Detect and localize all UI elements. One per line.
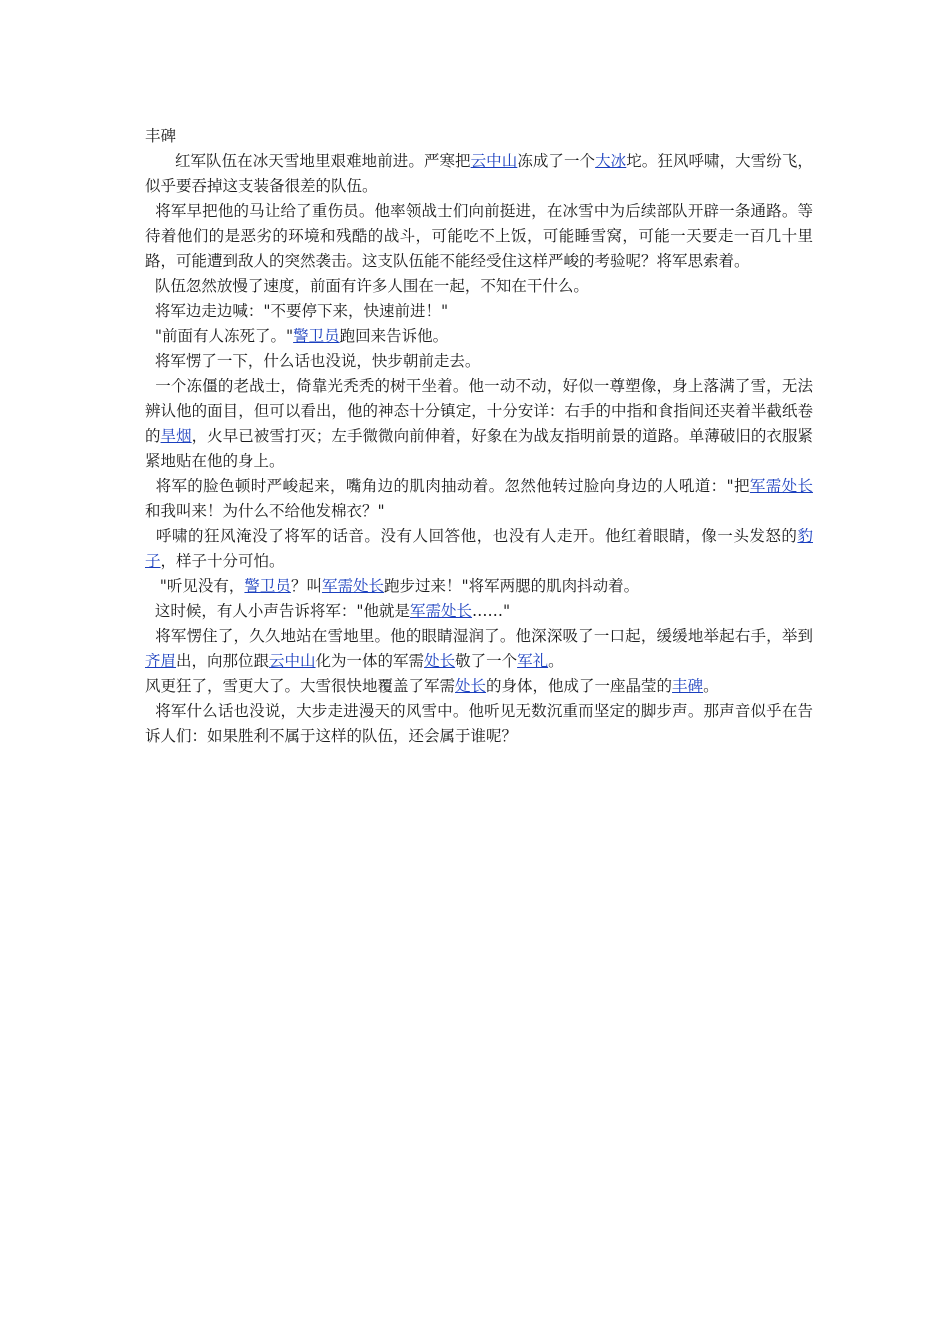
paragraph [145,299,813,324]
paragraph-text: 化为一体的军需 [315,652,425,670]
paragraph-text: 一个冻僵的老战士，倚靠光秃秃的树干坐着。他一动不动，好似一尊塑像，身上落满了雪，无法辨认他的面目，但可以看出，他的神态十分镇定，十分安详：右手的中指和食指间还夹着半截纸卷的 [145,377,813,445]
keyword-link[interactable]: 旱烟 [160,427,192,445]
keyword-link[interactable]: 军需处长 [749,477,813,495]
paragraph-text: 和我叫来！为什么不给他发棉衣？" [145,502,385,520]
paragraph-text: "前面有人冻死了。" [145,327,294,345]
keyword-link[interactable]: 军需处长 [410,602,473,620]
paragraph [145,674,813,699]
paragraph [145,524,813,574]
paragraph-text: ，火早已被雪打灭；左手微微向前伸着，好象在为战友指明前景的道路。单薄破旧的衣服紧紧地贴在他的身上。 [145,427,813,470]
keyword-link[interactable]: 处长 [424,652,456,670]
keyword-link[interactable]: 处长 [455,677,487,695]
paragraph [145,199,813,274]
paragraph-text: 坨。狂风呼啸，大雪纷飞，似乎要吞掉这支装备很差的队伍。 [145,152,813,195]
paragraph-text: 队伍忽然放慢了速度，前面有许多人围在一起，不知在干什么。 [145,277,589,295]
keyword-link[interactable]: 丰碑 [672,677,704,695]
paragraph [145,274,813,299]
paragraph-text: 将军愣了一下，什么话也没说，快步朝前走去。 [145,352,481,370]
keyword-link[interactable]: 云中山 [470,152,518,170]
paragraph-text: ？叫 [290,577,322,595]
paragraph-text: 敬了一个 [455,652,518,670]
keyword-link[interactable]: 警卫员 [244,577,291,595]
paragraph-text: 将军早把他的马让给了重伤员。他率领战士们向前挺进，在冰雪中为后续部队开辟一条通路。等待着他们的是恶劣的环境和残酷的战斗，可能吃不上饭，可能睡雪窝，可能一天要走一百几十里路，可能遭到敌人的突然袭击。这支队伍能不能经受住这样严峻的考验呢？将军思索着。 [145,202,813,270]
paragraph-text: 的身体，他成了一座晶莹的 [486,677,673,695]
paragraph [145,599,813,624]
keyword-link[interactable]: 警卫员 [293,327,340,345]
paragraph-text: 这时候，有人小声告诉将军："他就是 [145,602,410,620]
paragraph-text: 跑步过来！"将军两腮的肌肉抖动着。 [383,577,640,595]
document-body [145,124,813,749]
keyword-link[interactable]: 豹子 [145,527,813,570]
paragraph [145,474,813,524]
paragraph-text: 。 [548,652,564,670]
document-title: 丰碑 [145,127,177,145]
paragraph-text: ，样子十分可怕。 [160,552,285,570]
keyword-link[interactable]: 大冰 [595,152,627,170]
article-text [145,149,813,749]
paragraph-text: ……" [472,602,511,620]
paragraph-text: 冻成了一个 [517,152,596,170]
keyword-link[interactable]: 军礼 [517,652,549,670]
paragraph-text: 将军边走边喊："不要停下来，快速前进！" [145,302,449,320]
keyword-link[interactable]: 军需处长 [321,577,384,595]
paragraph-text: 呼啸的狂风淹没了将军的话音。没有人回答他，也没有人走开。他红着眼睛，像一头发怒的 [145,527,798,545]
paragraph-text: 。 [703,677,719,695]
keyword-link[interactable]: 齐眉 [145,652,177,670]
paragraph [145,374,813,474]
paragraph [145,349,813,374]
paragraph-text: 红军队伍在冰天雪地里艰难地前进。严寒把 [145,152,471,170]
paragraph [145,699,813,749]
paragraph-text: 将军的脸色顿时严峻起来，嘴角边的肌肉抽动着。忽然他转过脸向身边的人吼道："把 [145,477,750,495]
paragraph-text: 将军愣住了，久久地站在雪地里。他的眼睛湿润了。他深深吸了一口起，缓缓地举起右手，举到 [145,627,813,645]
paragraph [145,324,813,349]
paragraph [145,624,813,674]
paragraph [145,574,813,599]
paragraph-text: 出，向那位跟 [176,652,270,670]
paragraph-text: "听见没有， [145,577,245,595]
paragraph [145,149,813,199]
paragraph-text: 将军什么话也没说，大步走进漫天的风雪中。他听见无数沉重而坚定的脚步声。那声音似乎在告诉人们：如果胜利不属于这样的队伍，还会属于谁呢？ [145,702,813,745]
paragraph-text: 风更狂了，雪更大了。大雪很快地覆盖了军需 [145,677,456,695]
keyword-link[interactable]: 云中山 [269,652,316,670]
paragraph-text: 跑回来告诉他。 [339,327,449,345]
